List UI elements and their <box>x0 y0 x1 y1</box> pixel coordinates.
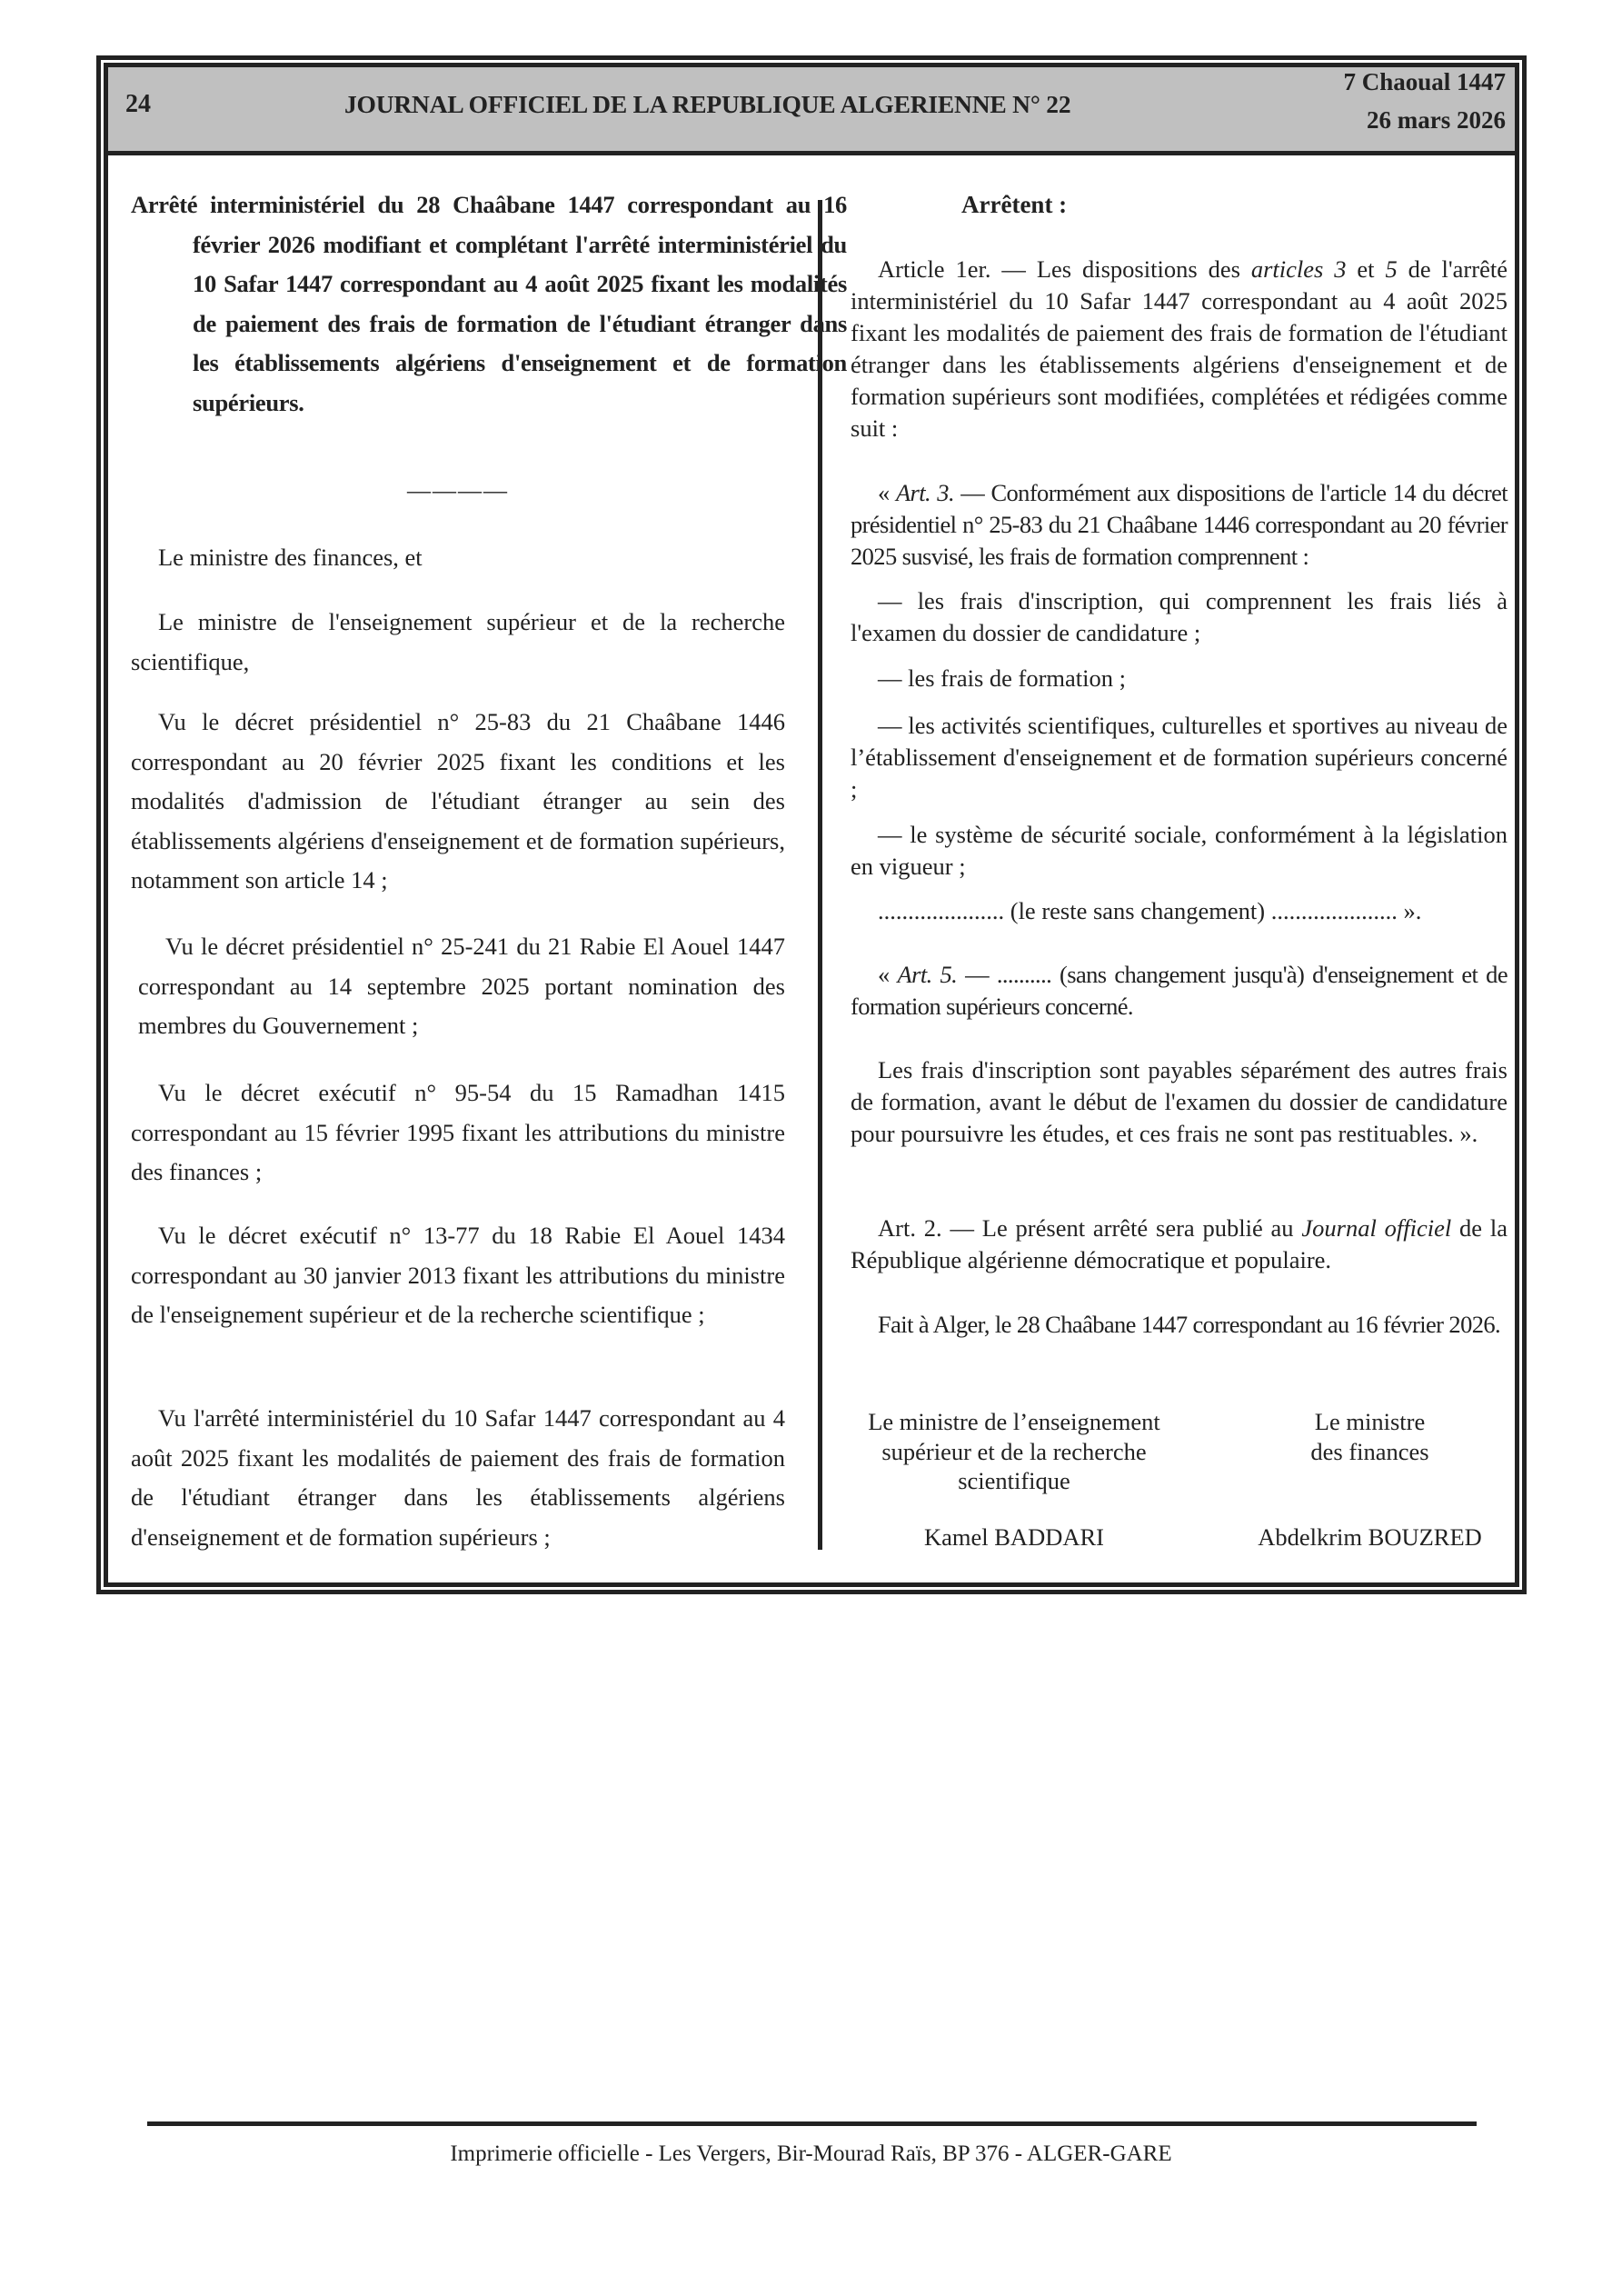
signature-block-higher-education <box>851 1407 1178 1552</box>
art-5-paragraph <box>851 959 1508 1023</box>
signatory-name: Abdelkrim BOUZRED <box>1258 1522 1482 1551</box>
article-2 <box>851 1213 1508 1276</box>
journal-title: JOURNAL OFFICIEL DE LA REPUBLIQUE ALGERIENNE N° 22 <box>344 90 1071 118</box>
art-5-text: — .......... (sans changement jusqu'à) d'enseignement et de formation supérieurs concerné. <box>851 961 1508 1020</box>
article-2-rest: de la République algérienne démocratique et populaire. <box>851 1214 1508 1273</box>
paragraph-vu-decret-13-77: Vu le décret exécutif n° 13-77 du 18 Rabie El Aouel 1434 correspondant au 30 janvier 2013 fixant les attributions du ministre de l'enseignement supérieur et de la recherche scientifique ; <box>131 1222 785 1328</box>
paragraph-minister-higher-education: Le ministre de l'enseignement supérieur et de la recherche scientifique, <box>131 608 785 675</box>
art-3-label: Art. 3. <box>895 479 954 506</box>
decree-title: Arrêté interministériel du 28 Chaâbane 1447 correspondant au 16 février 2026 modifiant et complétant l'arrêté interministériel du 10 Safar 1447 correspondant au 4 août 2025 fixant les modalités de paiement des frais de formation de l'étudiant étranger dans les établissements algériens d'enseignement et de formation supérieurs. <box>131 191 847 416</box>
list-item-formation: — les frais de formation ; <box>878 664 1127 692</box>
paragraph-vu-decret-25-83: Vu le décret présidentiel n° 25-83 du 21 Chaâbane 1446 correspondant au 20 février 2025 fixant les conditions et les modalités d'admission de l'étudiant étranger au sein des établissements algériens d'enseignement et de formation supérieurs, notamment son article 14 ; <box>131 708 785 893</box>
list-item-activites: — les activités scientifiques, culturelles et sportives au niveau de l’établissement d'enseignement et de formation supérieurs concerné ; <box>851 712 1508 803</box>
paragraph-vu-decret-95-54: Vu le décret exécutif n° 95-54 du 15 Ramadhan 1415 correspondant au 15 février 1995 fixant les attributions du ministre des finances ; <box>131 1079 785 1185</box>
article-1-ref-5: 5 <box>1385 255 1398 283</box>
paragraph-vu-arrete-10-safar: Vu l'arrêté interministériel du 10 Safar 1447 correspondant au 4 août 2025 fixant les modalités de paiement des frais de formation de l'étudiant étranger dans les établissements algériens d'enseignement et de formation supérieurs ; <box>131 1404 785 1551</box>
art-5-fees-paragraph: Les frais d'inscription sont payables séparément des autres frais de formation, avant le début de l'examen du dossier de candidature pour poursuivre les études, et ces frais ne sont pas restituables. ». <box>851 1056 1508 1147</box>
art-5-quote: « <box>878 961 898 988</box>
done-at: Fait à Alger, le 28 Chaâbane 1447 correspondant au 16 février 2026. <box>878 1311 1501 1338</box>
article-1 <box>851 254 1508 444</box>
article-1-rest: de l'arrêté interministériel du 10 Safar 1447 correspondant au 4 août 2025 fixant les modalités de paiement des frais de formation de l'étudiant étranger dans les établissements algériens d'enseignement et de formation supérieurs sont modifiées, complétées et rédigées comme suit : <box>851 255 1508 442</box>
paragraph-vu-decret-25-241: Vu le décret présidentiel n° 25-241 du 21 Rabie El Aouel 1447 correspondant au 14 septembre 2025 portant nomination des membres du Gouvernement ; <box>138 933 785 1039</box>
article-1-mid: et <box>1346 255 1386 283</box>
title-separator: ———— <box>407 477 509 504</box>
arretent-heading: Arrêtent : <box>961 191 1068 218</box>
list-item-securite-sociale: — le système de sécurité sociale, conformément à la législation en vigueur ; <box>851 821 1508 880</box>
signature-title-line: des finances <box>1310 1437 1429 1465</box>
signature-title-line: scientifique <box>958 1467 1070 1494</box>
footer-rule <box>147 2121 1477 2126</box>
page-number: 24 <box>125 90 151 118</box>
signature-title-line: Le ministre <box>1314 1408 1426 1435</box>
article-1-ref-articles: articles 3 <box>1250 255 1347 283</box>
art-3-quote: « <box>878 479 896 506</box>
article-2-lead: Art. 2. — Le présent arrêté sera publié au <box>878 1214 1302 1242</box>
date-hijri: 7 Chaoual 1447 <box>1343 68 1506 95</box>
list-item-inscription: — les frais d'inscription, qui comprennent les frais liés à l'examen du dossier de candidature ; <box>851 587 1508 646</box>
signature-title-line: supérieur et de la recherche <box>881 1437 1147 1465</box>
art-5-label: Art. 5. <box>897 961 958 988</box>
art-3-text: — Conformément aux dispositions de l'article 14 du décret présidentiel n° 25-83 du 21 Chaâbane 1446 correspondant au 20 février 2025 susvisé, les frais de formation comprennent : <box>851 479 1508 570</box>
article-1-lead: Article 1er. — Les dispositions des <box>878 255 1251 283</box>
article-2-journal-officiel: Journal officiel <box>1301 1214 1452 1242</box>
date-gregorian: 26 mars 2026 <box>1367 106 1506 134</box>
paragraph-minister-finances: Le ministre des finances, et <box>158 544 423 571</box>
rest-unchanged: ..................... (le reste sans changement) ..................... ». <box>878 897 1422 924</box>
art-3-paragraph <box>851 477 1508 573</box>
signature-title-line: Le ministre de l’enseignement <box>868 1408 1160 1435</box>
signatory-name: Kamel BADDARI <box>924 1522 1104 1551</box>
footer-imprint: Imprimerie officielle - Les Vergers, Bir-Mourad Raïs, BP 376 - ALGER-GARE <box>450 2141 1172 2166</box>
signature-block-finances <box>1232 1407 1508 1552</box>
